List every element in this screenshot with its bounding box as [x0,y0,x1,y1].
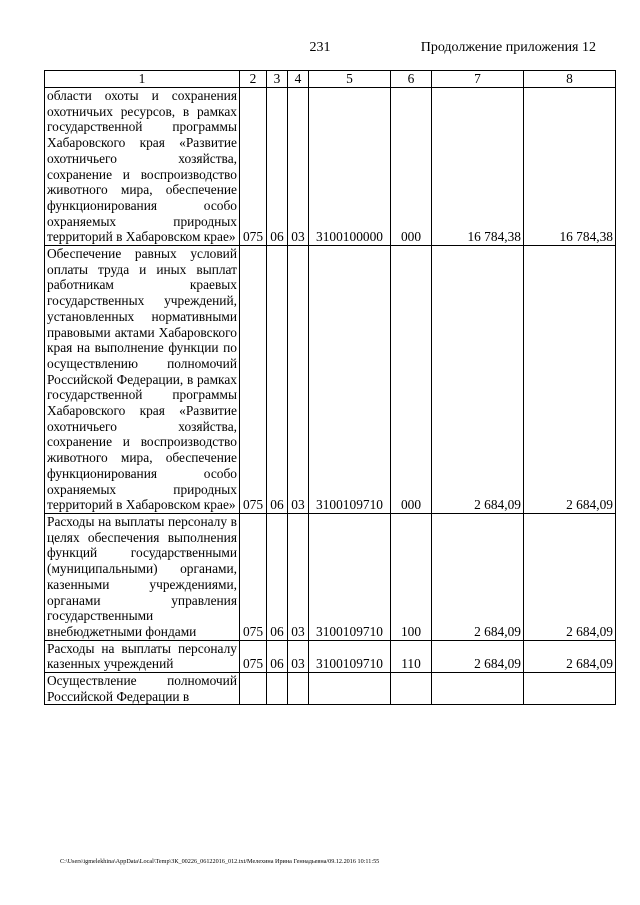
page-number: 231 [309,40,331,55]
ministry-code: 075 [240,88,267,246]
amount-col-8 [524,673,616,705]
section-code [267,673,288,705]
column-header: 8 [524,71,616,88]
document-footer-path: C:\Users\igmelekhina\AppData\Local\Temp\ЗК_00226_06122016_012.txt/Мелехина Ирина Геннадьевна/09.12.2016 10:11:55 [60,858,380,865]
amount-col-7: 2 684,09 [432,513,524,640]
column-header: 3 [267,71,288,88]
table-row [45,673,616,705]
target-article-code: 3100100000 [309,88,391,246]
table-row [45,88,616,246]
subsection-code [288,673,309,705]
target-article-code: 3100109710 [309,640,391,672]
column-header: 5 [309,71,391,88]
expense-type-code: 110 [391,640,432,672]
amount-col-7: 2 684,09 [432,246,524,514]
column-header: 2 [240,71,267,88]
target-article-code: 3100109710 [309,246,391,514]
amount-col-7 [432,673,524,705]
column-header: 1 [45,71,240,88]
row-description: Расходы на выплаты персоналу казенных учреждений [45,640,240,672]
column-header: 4 [288,71,309,88]
subsection-code: 03 [288,88,309,246]
subsection-code: 03 [288,640,309,672]
table-row [45,513,616,640]
column-header: 6 [391,71,432,88]
expense-type-code [391,673,432,705]
amount-col-7: 16 784,38 [432,88,524,246]
table-row [45,640,616,672]
row-description: Обеспечение равных условий оплаты труда и иных выплат работникам краевых государственных учреждений, установленных нормативными правовыми актами Хабаровского края на выполнение функции по осуществлению полномочий Российской Федерации, в рамках государственной программы Хабаровского края «Развитие охотничьего хозяйства, сохранение и воспроизводство животного мира, обеспечение функционирования особо охраняемых природных территорий в Хабаровском крае» [45,246,240,514]
appendix-caption: Продолжение приложения 12 [420,40,596,55]
amount-col-8: 2 684,09 [524,640,616,672]
amount-col-8: 2 684,09 [524,246,616,514]
budget-table [44,70,616,705]
subsection-code: 03 [288,513,309,640]
column-header: 7 [432,71,524,88]
section-code: 06 [267,513,288,640]
expense-type-code: 000 [391,246,432,514]
subsection-code: 03 [288,246,309,514]
row-description: Осуществление полномочий Российской Федерации в [45,673,240,705]
ministry-code [240,673,267,705]
section-code: 06 [267,246,288,514]
expense-type-code: 100 [391,513,432,640]
amount-col-7: 2 684,09 [432,640,524,672]
ministry-code: 075 [240,640,267,672]
table-header-row [45,71,616,88]
amount-col-8: 16 784,38 [524,88,616,246]
target-article-code: 3100109710 [309,513,391,640]
row-description: области охоты и сохранения охотничьих ресурсов, в рамках государственной программы Хабаровского края «Развитие охотничьего хозяйства, сохранение и воспроизводство животного мира, обеспечение функционирования особо охраняемых природных территорий в Хабаровском крае» [45,88,240,246]
section-code: 06 [267,88,288,246]
section-code: 06 [267,640,288,672]
table-row [45,246,616,514]
ministry-code: 075 [240,246,267,514]
row-description: Расходы на выплаты персоналу в целях обеспечения выполнения функций государственными (муниципальными) органами, казенными учреждениями, органами управления государственными внебюджетными фондами [45,513,240,640]
expense-type-code: 000 [391,88,432,246]
ministry-code: 075 [240,513,267,640]
amount-col-8: 2 684,09 [524,513,616,640]
target-article-code [309,673,391,705]
